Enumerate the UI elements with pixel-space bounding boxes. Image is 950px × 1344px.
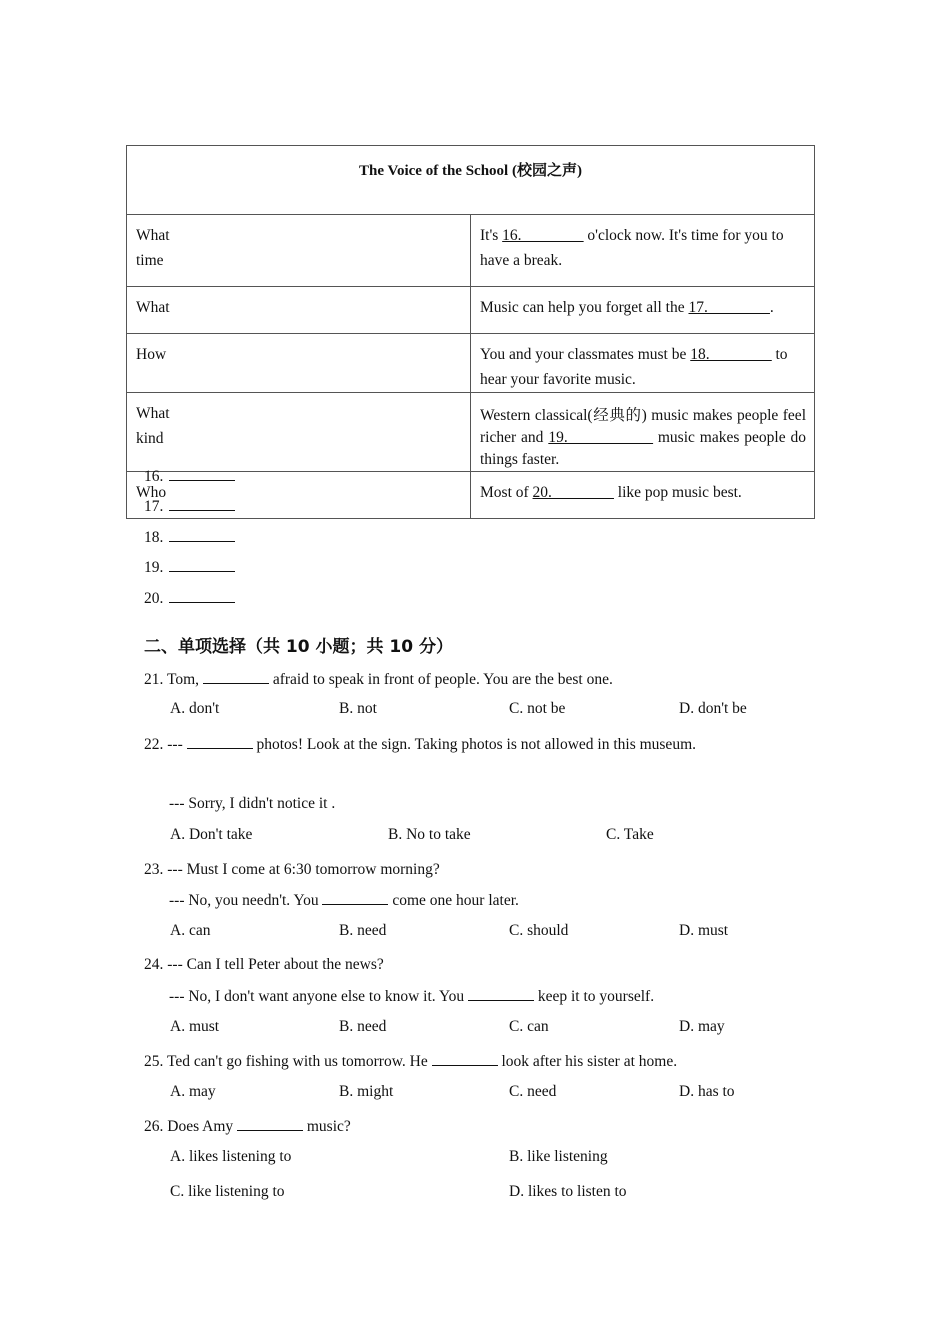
- table-row: [127, 215, 815, 287]
- row-label: Who: [127, 472, 471, 519]
- section-heading: 二、单项选择（共 10 小题；共 10 分）: [144, 637, 453, 657]
- row-text: You and your classmates must be 18.________ to hear your favorite music.: [471, 334, 815, 393]
- answer-line-16: 16.: [144, 466, 235, 487]
- option-c[interactable]: C. Take: [606, 826, 654, 843]
- row-label: What kind: [127, 393, 471, 472]
- question-24: 24. --- Can I tell Peter about the news?: [144, 956, 384, 973]
- option-d[interactable]: D. has to: [679, 1083, 735, 1100]
- question-blank[interactable]: [432, 1051, 498, 1066]
- option-c[interactable]: C. like listening to: [170, 1183, 285, 1200]
- answer-blank[interactable]: [169, 557, 235, 572]
- row-text: It's 16.________ o'clock now. It's time for you to have a break.: [471, 215, 815, 287]
- option-d[interactable]: D. may: [679, 1018, 725, 1035]
- question-22-reply: --- Sorry, I didn't notice it .: [169, 795, 336, 812]
- table-title-cell: [127, 146, 815, 215]
- blank-16: 16.________: [502, 227, 584, 244]
- option-b[interactable]: B. might: [339, 1083, 394, 1100]
- option-b[interactable]: B. not: [339, 700, 377, 717]
- question-26: 26. Does Amy music?: [144, 1118, 351, 1135]
- table-row: [127, 287, 815, 334]
- table-row: [127, 393, 815, 472]
- option-d[interactable]: D. don't be: [679, 700, 747, 717]
- row-text: Western classical(经典的) music makes people feel richer and 19.___________ music makes people do things faster.: [471, 393, 815, 472]
- blank-20: 20.________: [532, 484, 614, 501]
- question-blank[interactable]: [203, 669, 269, 684]
- answer-line-18: 18.: [144, 527, 235, 548]
- table-row: [127, 334, 815, 393]
- question-21: 21. Tom, afraid to speak in front of people. You are the best one.: [144, 671, 613, 688]
- answer-blank[interactable]: [169, 527, 235, 542]
- blank-18: 18.________: [690, 346, 772, 363]
- option-a[interactable]: A. may: [170, 1083, 216, 1100]
- option-c[interactable]: C. should: [509, 922, 569, 939]
- option-c[interactable]: C. need: [509, 1083, 557, 1100]
- question-blank[interactable]: [468, 986, 534, 1001]
- option-b[interactable]: B. need: [339, 922, 387, 939]
- option-b[interactable]: B. need: [339, 1018, 387, 1035]
- option-a[interactable]: A. must: [170, 1018, 220, 1035]
- option-c[interactable]: C. can: [509, 1018, 549, 1035]
- answer-blank[interactable]: [169, 466, 235, 481]
- option-d[interactable]: D. likes to listen to: [509, 1183, 627, 1200]
- answer-blank[interactable]: [169, 496, 235, 511]
- blank-19: 19.___________: [548, 429, 653, 446]
- question-23-reply: --- No, you needn't. You come one hour later.: [169, 892, 519, 909]
- row-text: Music can help you forget all the 17.________.: [471, 287, 815, 334]
- question-22: 22. --- photos! Look at the sign. Taking photos is not allowed in this museum.: [144, 736, 696, 753]
- question-blank[interactable]: [187, 734, 253, 749]
- option-b[interactable]: B. No to take: [388, 826, 471, 843]
- blank-17: 17.________: [688, 299, 770, 316]
- question-24-reply: --- No, I don't want anyone else to know it. You keep it to yourself.: [169, 988, 655, 1005]
- row-label: What time: [127, 215, 471, 287]
- row-label: How: [127, 334, 471, 393]
- option-c[interactable]: C. not be: [509, 700, 566, 717]
- answer-line-19: 19.: [144, 557, 235, 578]
- option-a[interactable]: A. Don't take: [170, 826, 253, 843]
- option-a[interactable]: A. don't: [170, 700, 220, 717]
- question-blank[interactable]: [322, 890, 388, 905]
- row-text: Most of 20.________ like pop music best.: [471, 472, 815, 519]
- question-23: 23. --- Must I come at 6:30 tomorrow morning?: [144, 861, 440, 878]
- table-title: The Voice of the School (校园之声): [359, 163, 582, 179]
- question-25: 25. Ted can't go fishing with us tomorrow. He look after his sister at home.: [144, 1053, 678, 1070]
- option-a[interactable]: A. can: [170, 922, 211, 939]
- row-label: What: [127, 287, 471, 334]
- answer-line-17: 17.: [144, 496, 235, 517]
- question-blank[interactable]: [237, 1116, 303, 1131]
- option-b[interactable]: B. like listening: [509, 1148, 608, 1165]
- answer-line-20: 20.: [144, 588, 235, 609]
- voice-of-school-table: [126, 145, 815, 519]
- answer-blank[interactable]: [169, 588, 235, 603]
- option-d[interactable]: D. must: [679, 922, 729, 939]
- option-a[interactable]: A. likes listening to: [170, 1148, 292, 1165]
